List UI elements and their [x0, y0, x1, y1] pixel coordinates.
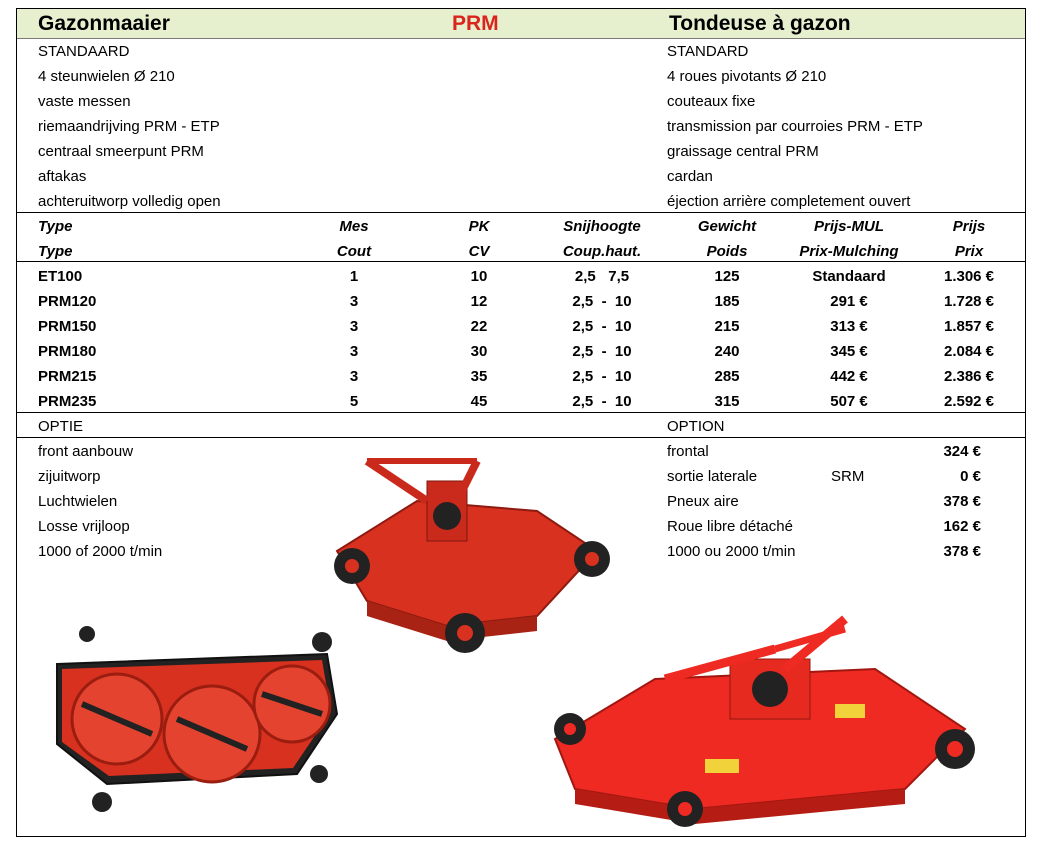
options-title-nl: OPTIE: [38, 418, 84, 435]
standard-fr-4: graissage central PRM: [667, 143, 819, 160]
standard-nl-4: centraal smeerpunt PRM: [38, 143, 204, 160]
option-fr: frontal: [667, 443, 709, 460]
option-price: 378 €: [943, 493, 981, 510]
cell-price: 2.084 €: [943, 343, 995, 360]
th-poids-fr: Poids: [706, 243, 748, 260]
standard-fr-5: cardan: [667, 168, 713, 185]
th-prijs-nl: Prijs: [952, 218, 986, 235]
cell-mulching-price: 442 €: [830, 368, 868, 385]
th-cout-fr: Cout: [336, 243, 372, 260]
standard-nl-6: achteruitworp volledig open: [38, 193, 221, 210]
th-pk-nl: PK: [468, 218, 490, 235]
option-price: 378 €: [943, 543, 981, 560]
cell-pk: 12: [470, 293, 488, 310]
option-nl: Losse vrijloop: [38, 518, 130, 535]
cell-mulching-price: 313 €: [830, 318, 868, 335]
cell-cut-height: 2,5 7,5: [574, 268, 630, 285]
cell-type: ET100: [38, 268, 83, 285]
option-fr: 1000 ou 2000 t/min: [667, 543, 796, 560]
option-price: 0 €: [960, 468, 981, 485]
title-dutch: Gazonmaaier: [38, 12, 170, 35]
brand-title: PRM: [452, 12, 499, 35]
divider-options-header: [17, 437, 1025, 438]
price-sheet: [16, 8, 1026, 837]
divider-table-header: [17, 261, 1025, 262]
cell-cut-height: 2,5 - 10: [572, 343, 632, 360]
cell-weight: 285: [714, 368, 740, 385]
cell-mulching-price: 291 €: [830, 293, 868, 310]
option-nl: front aanbouw: [38, 443, 134, 460]
standard-fr-6: éjection arrière completement ouvert: [667, 193, 911, 210]
cell-cut-height: 2,5 - 10: [572, 393, 632, 410]
cell-pk: 10: [470, 268, 488, 285]
cell-price: 2.592 €: [943, 393, 995, 410]
standard-nl-5: aftakas: [38, 168, 87, 185]
cell-weight: 215: [714, 318, 740, 335]
option-code: SRM: [831, 468, 865, 485]
standard-nl-2: vaste messen: [38, 93, 131, 110]
th-coup-fr: Coup.haut.: [562, 243, 642, 260]
option-price: 162 €: [943, 518, 981, 535]
cell-pk: 22: [470, 318, 488, 335]
cell-cut-height: 2,5 - 10: [572, 293, 632, 310]
cell-weight: 315: [714, 393, 740, 410]
cell-type: PRM235: [38, 393, 97, 410]
cell-mes: 3: [349, 318, 359, 335]
th-snijhoogte-nl: Snijhoogte: [563, 218, 641, 235]
th-prix-mulching-fr: Prix-Mulching: [799, 243, 899, 260]
standard-fr-1: 4 roues pivotants Ø 210: [667, 68, 827, 85]
option-fr: Roue libre détaché: [667, 518, 793, 535]
cell-weight: 240: [714, 343, 740, 360]
standard-nl-1: 4 steunwielen Ø 210: [38, 68, 175, 85]
option-nl: 1000 of 2000 t/min: [38, 543, 163, 560]
cell-mulching-price: 345 €: [830, 343, 868, 360]
option-nl: Luchtwielen: [38, 493, 118, 510]
option-price: 324 €: [943, 443, 981, 460]
th-mes-nl: Mes: [339, 218, 369, 235]
header-band: [17, 9, 1025, 39]
cell-pk: 30: [470, 343, 488, 360]
cell-mes: 3: [349, 293, 359, 310]
cell-mes: 3: [349, 368, 359, 385]
cell-type: PRM150: [38, 318, 97, 335]
cell-pk: 35: [470, 368, 488, 385]
cell-pk: 45: [470, 393, 488, 410]
cell-weight: 185: [714, 293, 740, 310]
standard-fr-2: couteaux fixe: [667, 93, 756, 110]
standard-nl-0: STANDAARD: [38, 43, 130, 60]
option-fr: Pneux aire: [667, 493, 739, 510]
cell-cut-height: 2,5 - 10: [572, 368, 632, 385]
mower-underside-image: [47, 624, 347, 819]
cell-price: 1.728 €: [943, 293, 995, 310]
cell-type: PRM180: [38, 343, 97, 360]
title-french: Tondeuse à gazon: [669, 12, 851, 35]
option-fr: sortie laterale: [667, 468, 758, 485]
option-nl: zijuitworp: [38, 468, 101, 485]
th-gewicht-nl: Gewicht: [697, 218, 757, 235]
options-title-fr: OPTION: [667, 418, 725, 435]
standard-nl-3: riemaandrijving PRM - ETP: [38, 118, 220, 135]
divider-options: [17, 412, 1025, 413]
cell-mes: 1: [349, 268, 359, 285]
th-cv-fr: CV: [468, 243, 490, 260]
cell-type: PRM120: [38, 293, 97, 310]
th-type-fr: Type: [38, 243, 73, 260]
th-prijs-mul-nl: Prijs-MUL: [813, 218, 885, 235]
standard-fr-3: transmission par courroies PRM - ETP: [667, 118, 923, 135]
th-prix-fr: Prix: [954, 243, 984, 260]
cell-weight: 125: [714, 268, 740, 285]
cell-mes: 5: [349, 393, 359, 410]
th-type-nl: Type: [38, 218, 73, 235]
cell-type: PRM215: [38, 368, 97, 385]
mower-front-image: [545, 609, 985, 827]
cell-price: 2.386 €: [943, 368, 995, 385]
cell-mulching-price: Standaard: [812, 268, 886, 285]
cell-mes: 3: [349, 343, 359, 360]
cell-mulching-price: 507 €: [830, 393, 868, 410]
cell-price: 1.306 €: [943, 268, 995, 285]
cell-price: 1.857 €: [943, 318, 995, 335]
standard-fr-0: STANDARD: [667, 43, 749, 60]
cell-cut-height: 2,5 - 10: [572, 318, 632, 335]
divider-standard: [17, 212, 1025, 213]
